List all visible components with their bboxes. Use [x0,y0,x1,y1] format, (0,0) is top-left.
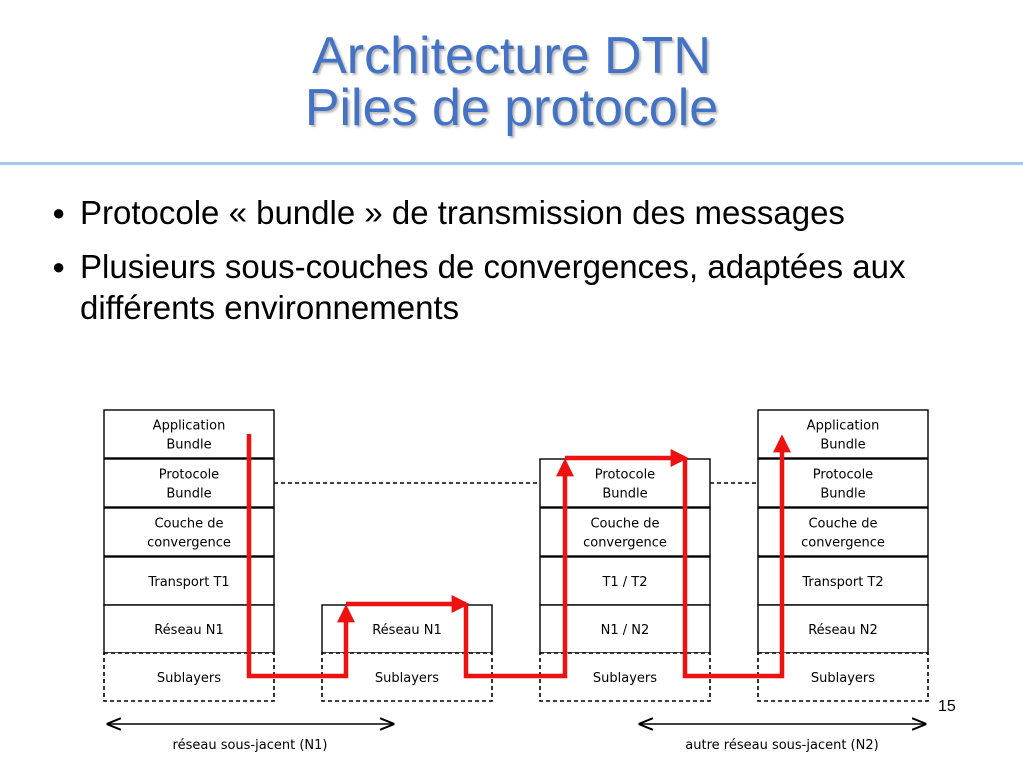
layer-label: Protocole Bundle [158,467,220,502]
title-line-1: Architecture DTN [312,27,711,85]
layer-label: Couche de convergence [583,516,667,551]
bullet-text: Protocole « bundle » de transmission des messages [80,194,845,231]
bullet-dot-icon: ● [52,200,66,225]
bullet-dot-icon: ● [52,254,66,279]
layer-label: Réseau N2 [808,623,878,638]
bullet-text: Plusieurs sous-couches de convergences, adaptées aux différents environnements [80,248,906,326]
layer-label: Sublayers [374,671,440,686]
title-line-2: Piles de protocole [304,79,719,137]
layer-label: N1 / N2 [600,623,650,638]
layer-label: Sublayers [810,671,876,686]
layer-label: Application Bundle [806,418,880,453]
network-spans [108,724,925,753]
layer-label: Sublayers [156,671,222,686]
layer-label: T1 / T2 [602,575,648,590]
span-label-right: autre réseau sous-jacent (N2) [685,738,879,753]
layer-label: Protocole Bundle [812,467,874,502]
layer-label: Réseau N1 [372,623,442,638]
layer-label: Transport T2 [802,575,884,590]
layer-label: Application Bundle [152,418,226,453]
stack-layers [104,410,928,701]
layer-label: Couche de convergence [801,516,885,551]
layer-label: Sublayers [592,671,658,686]
layer-label: Réseau N1 [154,623,224,638]
layer-label: Protocole Bundle [594,467,656,502]
span-label-left: réseau sous-jacent (N1) [172,738,328,753]
slide-number: 15 [938,698,956,715]
layer-label: Transport T1 [148,575,230,590]
layer-label: Couche de convergence [147,516,231,551]
